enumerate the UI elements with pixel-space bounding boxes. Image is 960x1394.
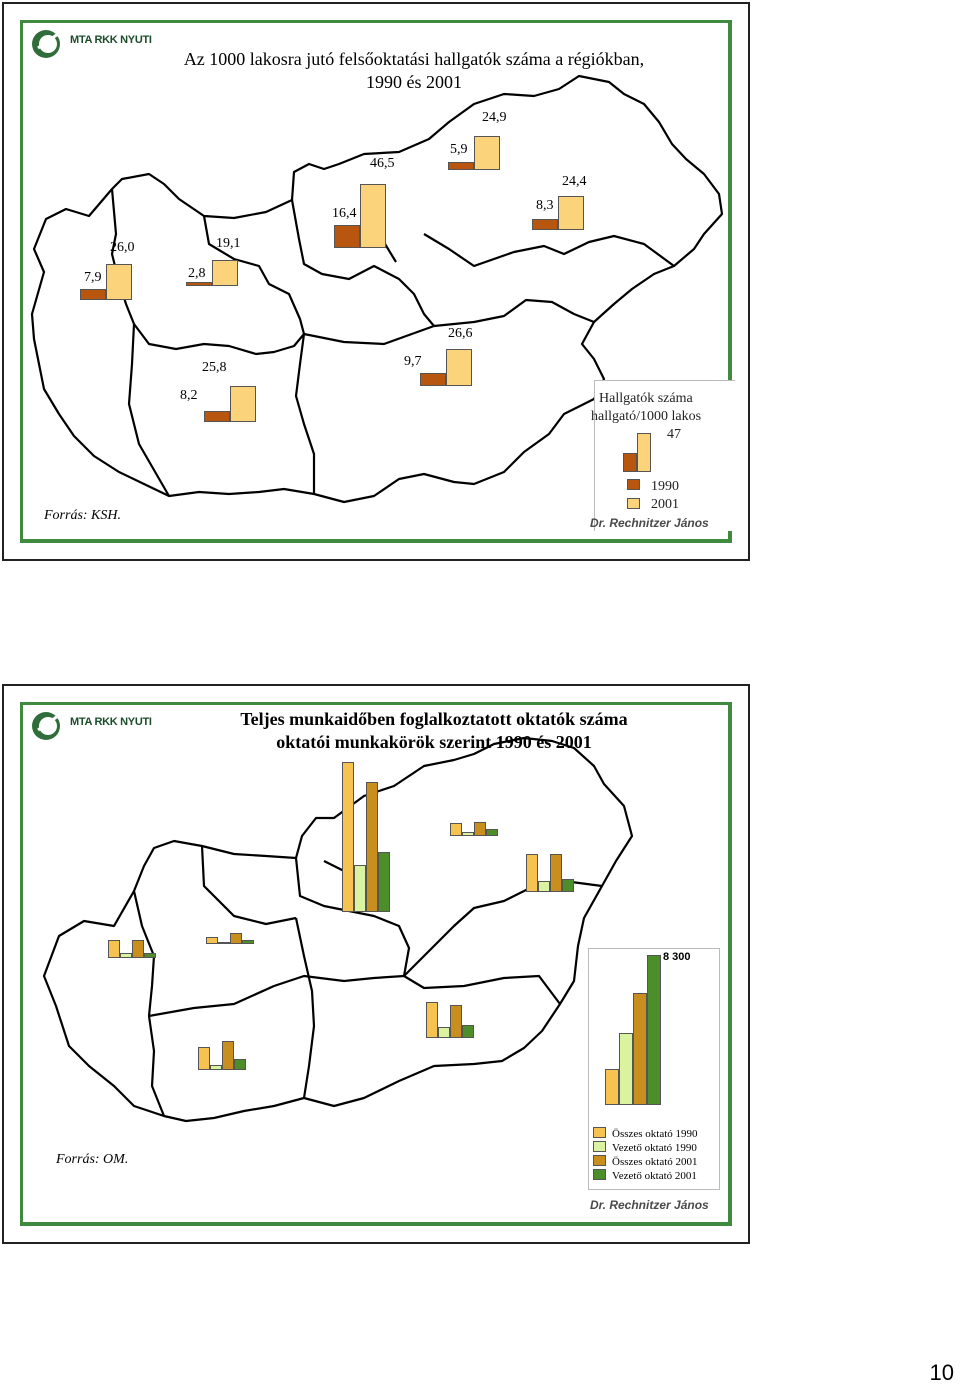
legend-label-2001: 2001 — [651, 497, 679, 512]
value-label-1990: 7,9 — [84, 270, 102, 285]
bar-series-3 — [366, 782, 378, 912]
legend-label-2: Vezető oktató 1990 — [612, 1142, 697, 1154]
bar-series-4 — [234, 1059, 246, 1070]
bar-series-3 — [474, 822, 486, 836]
title-line-1: Az 1000 lakosra jutó felsőoktatási hallgatók száma a régiókban, — [183, 49, 645, 69]
frame-line-right-2 — [728, 702, 732, 1226]
bar-series-4 — [462, 1025, 474, 1038]
bar-series-3 — [450, 1005, 462, 1038]
frame-line-bottom-2 — [20, 1222, 732, 1226]
value-label-2001: 25,8 — [202, 360, 227, 375]
logo-text-2: MTA RKK NYUTI — [70, 716, 152, 728]
bar-series-3 — [132, 940, 144, 958]
bar-1990 — [334, 225, 360, 248]
bar-series-1 — [108, 940, 120, 958]
bar-series-2 — [120, 953, 132, 958]
legend-sample-bar-1 — [605, 1069, 619, 1105]
legend-title-1: Hallgatók száma — [599, 391, 693, 406]
legend-title-2: hallgató/1000 lakos — [591, 409, 702, 424]
frame-line-left-2 — [20, 702, 23, 1226]
region-border-east — [434, 300, 594, 326]
region-border-west — [112, 189, 304, 354]
legend-sample-bar-3 — [633, 993, 647, 1105]
title-line-1-2: Teljes munkaidőben foglalkoztatott oktatók száma — [240, 709, 628, 729]
value-label-1990: 8,2 — [180, 388, 198, 403]
bar-series-1 — [342, 762, 354, 912]
legend-swatch-4 — [593, 1169, 606, 1180]
legend-label-4: Vezető oktató 2001 — [612, 1170, 697, 1182]
region-border-south — [296, 334, 314, 494]
bar-series-3 — [550, 854, 562, 892]
bar-series-1 — [450, 823, 462, 836]
bar-1990 — [420, 373, 446, 386]
legend-max-label: 8 300 — [663, 951, 691, 963]
bar-series-1 — [426, 1002, 438, 1038]
legend-swatch-1 — [593, 1127, 606, 1138]
legend-swatch-3 — [593, 1155, 606, 1166]
bar-1990 — [186, 282, 212, 286]
legend-item-1 — [593, 1127, 698, 1140]
source-note-2: Forrás: OM. — [56, 1152, 129, 1167]
slide-teachers-by-role — [2, 684, 750, 1244]
frame-line-left — [20, 20, 23, 543]
bar-series-3 — [230, 933, 242, 944]
frame-line-top — [20, 20, 732, 23]
legend-label-1: Összes oktató 1990 — [612, 1128, 698, 1140]
author-credit-2: Dr. Rechnitzer János — [590, 1198, 709, 1212]
legend-max-value: 47 — [667, 427, 681, 442]
value-label-1990: 2,8 — [188, 266, 206, 281]
slide-title-2 — [64, 708, 750, 754]
page-number: 10 — [929, 1360, 954, 1385]
bar-series-4 — [562, 879, 574, 892]
region-border-southwest — [129, 324, 169, 496]
title-line-2-2: oktatói munkakörök szerint 1990 és 2001 — [276, 732, 592, 752]
legend-label-3: Összes oktató 2001 — [612, 1156, 698, 1168]
bar-2001 — [360, 184, 386, 248]
country-outline-2 — [44, 738, 632, 1121]
value-label-1990: 8,3 — [536, 198, 554, 213]
frame-line-bottom — [20, 539, 732, 543]
author-credit: Dr. Rechnitzer János — [590, 516, 709, 530]
legend-swatch-2001 — [627, 498, 640, 509]
legend-sample-bar-4 — [647, 955, 661, 1105]
logo-icon-2 — [28, 708, 68, 742]
legend-sample-bar-2001 — [637, 433, 651, 472]
legend-item-2 — [593, 1141, 697, 1154]
legend — [591, 380, 735, 531]
bar-series-2 — [538, 881, 550, 892]
legend-label-1990: 1990 — [651, 479, 679, 494]
bar-series-2 — [462, 832, 474, 836]
legend-2 — [588, 948, 720, 1190]
bar-2001 — [106, 264, 132, 300]
region-border-south-2 — [296, 918, 314, 1098]
legend-sample-bar-1990 — [623, 453, 637, 472]
bar-series-1 — [526, 854, 538, 892]
value-label-1990: 9,7 — [404, 354, 422, 369]
bar-series-2 — [438, 1027, 450, 1038]
legend-swatch-2 — [593, 1141, 606, 1152]
value-label-1990: 5,9 — [450, 142, 468, 157]
bar-1990 — [448, 162, 474, 170]
region-border-southwest-2 — [149, 1016, 164, 1116]
logo-text: MTA RKK NYUTI — [70, 34, 152, 46]
bar-1990 — [532, 219, 558, 230]
source-note: Forrás: KSH. — [44, 508, 122, 523]
value-label-1990: 16,4 — [332, 206, 357, 221]
bar-2001 — [474, 136, 500, 170]
bar-series-2 — [210, 1065, 222, 1070]
value-label-2001: 19,1 — [216, 236, 241, 251]
bar-1990 — [204, 411, 230, 422]
value-label-2001: 46,5 — [370, 156, 395, 171]
legend-item-3 — [593, 1155, 698, 1168]
bar-series-1 — [198, 1047, 210, 1070]
frame-line-top-2 — [20, 702, 732, 705]
value-label-2001: 24,4 — [562, 174, 587, 189]
legend-item-4 — [593, 1169, 697, 1182]
bar-2001 — [230, 386, 256, 422]
slide-title — [64, 48, 750, 94]
region-border-central-2 — [149, 976, 404, 1016]
bar-2001 — [446, 349, 472, 386]
bar-series-2 — [218, 942, 230, 944]
bar-series-3 — [222, 1041, 234, 1070]
bar-series-2 — [354, 865, 366, 912]
slide-students-per-1000 — [2, 2, 750, 561]
legend-swatch-1990 — [627, 479, 640, 490]
bar-series-4 — [144, 953, 156, 958]
bar-series-4 — [378, 852, 390, 912]
bar-2001 — [558, 196, 584, 230]
value-label-2001: 26,6 — [448, 326, 473, 341]
bar-series-4 — [242, 940, 254, 944]
region-border-northeast — [424, 234, 674, 266]
value-label-2001: 24,9 — [482, 110, 507, 125]
bar-2001 — [212, 260, 238, 286]
logo-icon — [28, 26, 68, 60]
title-line-2: 1990 és 2001 — [366, 72, 462, 92]
bar-series-1 — [206, 937, 218, 944]
bar-1990 — [80, 289, 106, 300]
region-border-east-2 — [404, 976, 560, 1004]
region-border-central — [304, 326, 434, 344]
value-label-2001: 26,0 — [110, 240, 135, 255]
region-border-northeast-2 — [404, 881, 602, 976]
bar-series-4 — [486, 829, 498, 836]
legend-sample-bar-2 — [619, 1033, 633, 1105]
